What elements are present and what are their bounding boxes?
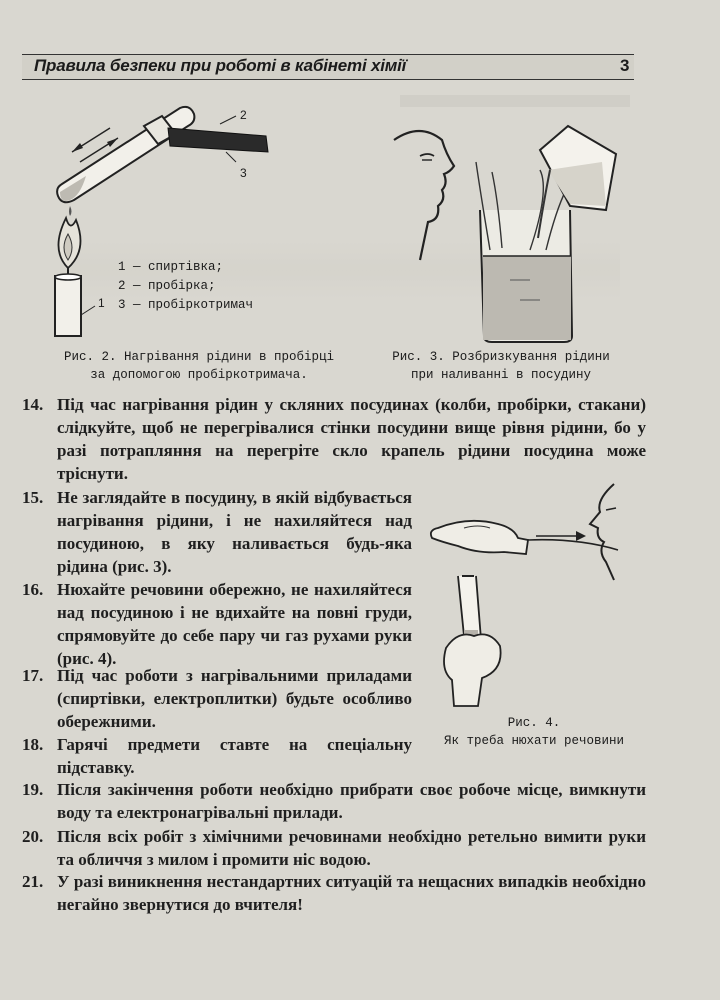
figure-4-caption (412, 714, 656, 750)
rule-number: 18. (22, 735, 44, 754)
bleed-through-shading (400, 95, 630, 107)
figure-3-caption (376, 348, 626, 384)
rule-text: Під час роботи з нагрівальними приладами (спиртівки, електроплитки) будьте особливо обережними. (57, 666, 412, 731)
figure-2-legend (118, 258, 253, 315)
rule-number: 14. (22, 395, 44, 414)
legend-item: 1 — спиртівка; (118, 260, 224, 274)
rule-text: Під час нагрівання рідин у скляних посудинах (колби, пробірки, стакани) слідкуйте, щоб не перегрівалися стінки посудини вище рівня рідини, бо у разі потрапляння на перегріте скло крапель рідини посудина може тріснути. (57, 395, 646, 483)
rule-item (22, 664, 412, 733)
caption-line: за допомогою пробіркотримача. (90, 368, 308, 382)
rule-item (22, 578, 412, 670)
figure-4-illustration (418, 480, 648, 710)
rule-text: Гарячі предмети ставте на спеціальну підставку. (57, 735, 412, 777)
rule-item (22, 486, 412, 578)
rule-text: У разі виникнення нестандартних ситуацій та нещасних випадків необхідно негайно звернутися до вчителя! (57, 872, 646, 914)
page-header (22, 54, 634, 80)
page-number: 3 (620, 56, 630, 75)
rule-item (22, 733, 412, 779)
caption-line: Рис. 2. Нагрівання рідини в пробірці (63, 350, 335, 364)
callout-1: 1 (98, 296, 105, 310)
caption-line: Рис. 4. (507, 716, 561, 730)
rule-item (22, 870, 646, 916)
caption-line: при наливанні в посудину (410, 368, 592, 382)
figure-2-caption (54, 348, 344, 384)
figure-3-illustration (380, 110, 640, 350)
rule-text: Після закінчення роботи необхідно прибрати своє робоче місце, вимкнути воду та електронагрівальні прилади. (57, 780, 646, 822)
rule-item (22, 825, 646, 871)
caption-line: Як треба нюхати речовини (443, 734, 625, 748)
rule-text: Не заглядайте в посудину, в якій відбувається нагрівання рідини, і не нахиляйтеся над посудиною, в яку наливається будь-яка рідина (рис. 3). (57, 488, 412, 576)
rule-number: 16. (22, 580, 44, 599)
rule-text: Після всіх робіт з хімічними речовинами необхідно ретельно вимити руки та обличчя з милом і промити ніс водою. (57, 827, 646, 869)
callout-3: 3 (240, 166, 247, 180)
rule-number: 15. (22, 488, 44, 507)
legend-item: 2 — пробірка; (118, 279, 216, 293)
header-title: Правила безпеки при роботі в кабінеті хімії (34, 56, 407, 75)
rule-number: 17. (22, 666, 44, 685)
callout-2: 2 (240, 108, 247, 122)
legend-item: 3 — пробіркотримач (118, 298, 254, 312)
rule-item (22, 393, 646, 485)
rule-number: 20. (22, 827, 44, 846)
caption-line: Рис. 3. Розбризкування рідини (392, 350, 610, 364)
rule-number: 19. (22, 780, 44, 799)
rule-item (22, 778, 646, 824)
rule-number: 21. (22, 872, 44, 891)
rule-text: Нюхайте речовини обережно, не нахиляйтеся над посудиною і не вдихайте на повні груди, спрямовуйте до себе пару чи газ рухами руки (рис. 4). (57, 580, 412, 668)
